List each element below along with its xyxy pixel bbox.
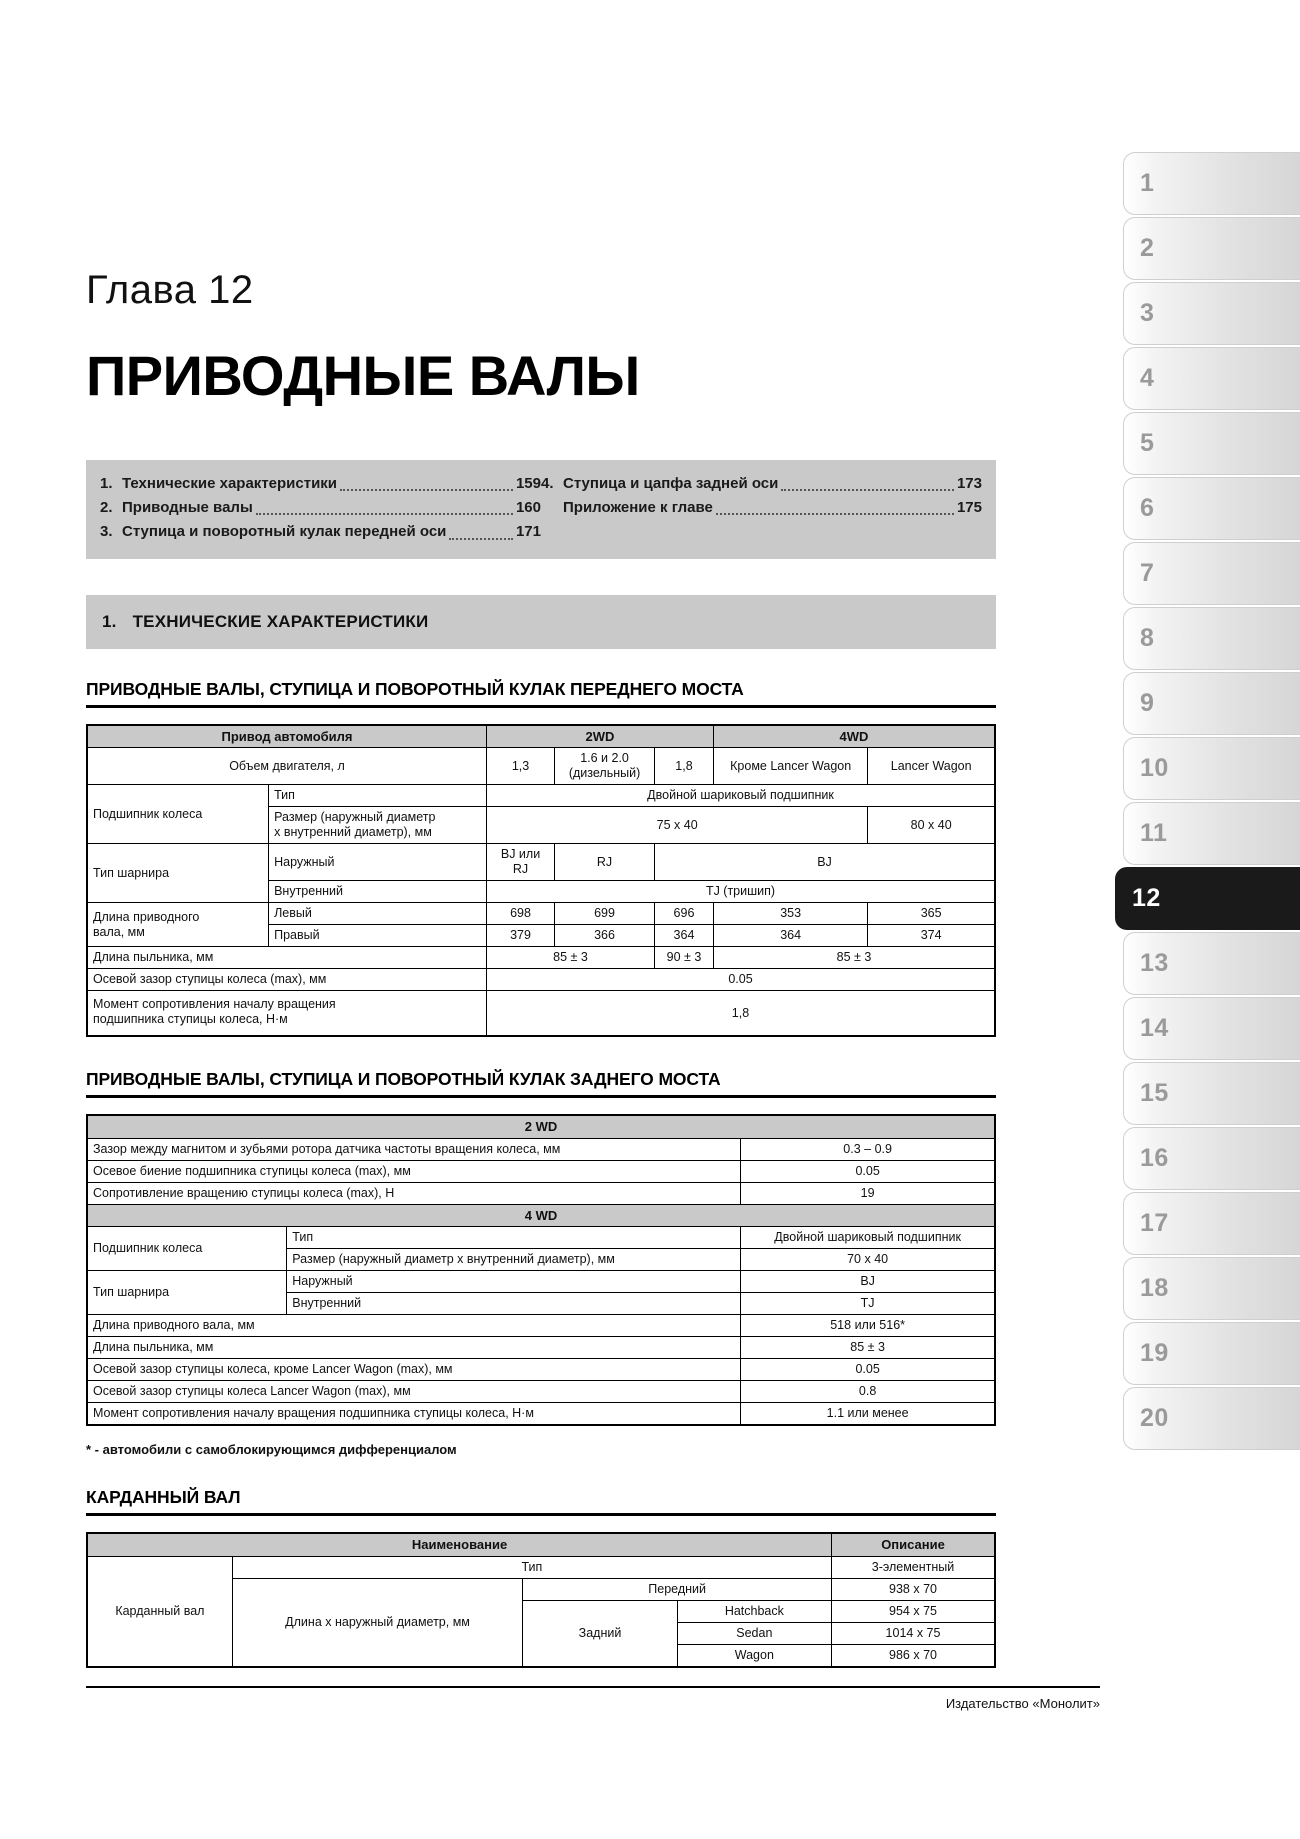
driveshaft-row-label: Карданный вал	[87, 1557, 232, 1668]
boot-length-v1: 85 ± 3	[487, 947, 655, 969]
driveshaft-col-name: Наименование	[87, 1533, 832, 1556]
boot-length-v3: 85 ± 3	[713, 947, 995, 969]
table-row	[87, 725, 995, 748]
table-row	[87, 1182, 995, 1204]
torque-value: 1,8	[487, 991, 996, 1037]
toc-number: 3.	[100, 523, 113, 541]
front-axle-heading: ПРИВОДНЫЕ ВАЛЫ, СТУПИЦА И ПОВОРОТНЫЙ КУЛАК ПЕРЕДНЕГО МОСТА	[86, 679, 996, 708]
toc-entry[interactable]	[100, 520, 541, 544]
chapter-tab-9[interactable]: 9	[1123, 672, 1300, 735]
table-row	[87, 991, 995, 1037]
shaft-left-0: 698	[487, 903, 555, 925]
joint-outer-v3: BJ	[654, 844, 995, 881]
toc-page-number: 173	[956, 474, 982, 492]
engine-v3: 1,8	[654, 748, 713, 785]
shaft-left-label: Левый	[269, 903, 487, 925]
toc-leader	[256, 513, 513, 515]
rear-4wd-label-3: Осевой зазор ступицы колеса Lancer Wagon (max), мм	[87, 1381, 741, 1403]
rear-2wd-label-1: Осевое биение подшипника ступицы колеса (max), мм	[87, 1160, 741, 1182]
driveshaft-length-label: Длина x наружный диаметр, мм	[232, 1579, 523, 1668]
col-drive: Привод автомобиля	[87, 725, 487, 748]
publisher-name: Издательство «Монолит»	[945, 1696, 1100, 1711]
table-row	[87, 844, 995, 881]
driveshaft-front-label: Передний	[523, 1579, 832, 1601]
driveshaft-rear-name-0: Hatchback	[677, 1601, 831, 1623]
toc-number: 1.	[100, 474, 113, 492]
shaft-length-label-line1: Длина приводного	[93, 909, 200, 924]
toc-label: Ступица и цапфа задней оси	[563, 474, 779, 492]
footer-divider	[86, 1686, 1100, 1688]
toc-page-number: 171	[515, 523, 541, 541]
toc-leader	[449, 538, 513, 540]
joint-outer-v2: RJ	[555, 844, 655, 881]
axial-play-value: 0.05	[487, 969, 996, 991]
rear-4wd-value-3: 0.8	[741, 1381, 995, 1403]
section-number: 1.	[102, 611, 117, 631]
shaft-right-1: 366	[555, 925, 655, 947]
driveshaft-heading: КАРДАННЫЙ ВАЛ	[86, 1487, 996, 1516]
table-row	[87, 969, 995, 991]
driveshaft-col-desc: Описание	[832, 1533, 995, 1556]
shaft-left-2: 696	[654, 903, 713, 925]
rear-joint-inner-label: Внутренний	[287, 1293, 741, 1315]
col-4wd: 4WD	[713, 725, 995, 748]
table-row	[87, 1381, 995, 1403]
rear-axle-table	[86, 1114, 996, 1426]
table-row	[87, 1271, 995, 1293]
chapter-tab-5[interactable]: 5	[1123, 412, 1300, 475]
torque-label-line2: подшипника ступицы колеса, Н·м	[93, 1012, 288, 1027]
toc-page-number: 175	[956, 499, 982, 517]
table-row	[87, 947, 995, 969]
shaft-right-label: Правый	[269, 925, 487, 947]
toc-label: Ступица и поворотный кулак передней оси	[122, 523, 447, 541]
engine-v4: Кроме Lancer Wagon	[713, 748, 867, 785]
toc-label: Приложение к главе	[563, 499, 713, 517]
rear-2wd-value-2: 19	[741, 1182, 995, 1204]
rear-axle-footnote: * - автомобили с самоблокирующимся дифференциалом	[86, 1442, 457, 1458]
shaft-left-3: 353	[713, 903, 867, 925]
toc-page-number: 159	[515, 474, 541, 492]
bearing-size-label	[269, 807, 487, 844]
toc-number: 2.	[100, 499, 113, 517]
rear-joint-label: Тип шарнира	[87, 1271, 287, 1315]
bearing-size-4wd: 80 x 40	[868, 807, 995, 844]
rear-4wd-value-2: 0.05	[741, 1359, 995, 1381]
rear-4wd-label-1: Длина пыльника, мм	[87, 1337, 741, 1359]
shaft-right-4: 374	[868, 925, 995, 947]
shaft-length-label-line2: вала, мм	[93, 924, 145, 939]
chapter-tab-20[interactable]: 20	[1123, 1387, 1300, 1450]
page-content	[86, 0, 996, 1668]
toc-column-left	[100, 472, 541, 545]
engine-v2-line1: 1.6 и 2.0	[580, 751, 629, 766]
driveshaft-table	[86, 1532, 996, 1668]
chapter-tab-8[interactable]: 8	[1123, 607, 1300, 670]
engine-v2	[555, 748, 655, 785]
driveshaft-type-value: 3-элементный	[832, 1557, 995, 1579]
chapter-tab-11[interactable]: 11	[1123, 802, 1300, 865]
rear-4wd-value-0: 518 или 516*	[741, 1315, 995, 1337]
band-2wd: 2 WD	[87, 1115, 995, 1138]
chapter-tab-15[interactable]: 15	[1123, 1062, 1300, 1125]
table-row	[87, 1227, 995, 1249]
toc-column-right	[541, 472, 982, 545]
table-row	[87, 903, 995, 925]
table-row	[87, 1204, 995, 1227]
toc-page-number: 160	[515, 499, 541, 517]
rear-bearing-type-label: Тип	[287, 1227, 741, 1249]
chapter-tab-12[interactable]: 12	[1115, 867, 1300, 930]
chapter-tab-6[interactable]: 6	[1123, 477, 1300, 540]
table-row	[87, 1557, 995, 1579]
shaft-left-4: 365	[868, 903, 995, 925]
rear-4wd-value-1: 85 ± 3	[741, 1337, 995, 1359]
chapter-tab-19[interactable]: 19	[1123, 1322, 1300, 1385]
engine-v1: 1,3	[487, 748, 555, 785]
toc-leader	[716, 513, 954, 515]
chapter-tab-4[interactable]: 4	[1123, 347, 1300, 410]
chapter-tab-13[interactable]: 13	[1123, 932, 1300, 995]
rear-bearing-type-value: Двойной шариковый подшипник	[741, 1227, 995, 1249]
rear-2wd-label-2: Сопротивление вращению ступицы колеса (max), Н	[87, 1182, 741, 1204]
chapter-tab-1[interactable]: 1	[1123, 152, 1300, 215]
rear-4wd-label-4: Момент сопротивления началу вращения подшипника ступицы колеса, Н·м	[87, 1403, 741, 1426]
shaft-length-label	[87, 903, 269, 947]
bearing-type-value: Двойной шариковый подшипник	[487, 785, 996, 807]
rear-axle-heading: ПРИВОДНЫЕ ВАЛЫ, СТУПИЦА И ПОВОРОТНЫЙ КУЛАК ЗАДНЕГО МОСТА	[86, 1069, 996, 1098]
bearing-type-label: Тип	[269, 785, 487, 807]
bearing-size-label-line1: Размер (наружный диаметр	[274, 810, 436, 825]
engine-v2-line2: (дизельный)	[568, 766, 641, 781]
rear-bearing-label: Подшипник колеса	[87, 1227, 287, 1271]
toc-label: Приводные валы	[122, 499, 253, 517]
rear-4wd-label-2: Осевой зазор ступицы колеса, кроме Lancer Wagon (max), мм	[87, 1359, 741, 1381]
shaft-left-1: 699	[555, 903, 655, 925]
chapter-label: Глава 12	[86, 268, 254, 312]
driveshaft-type-label: Тип	[232, 1557, 831, 1579]
driveshaft-rear-label: Задний	[523, 1601, 677, 1668]
chapter-tab-10[interactable]: 10	[1123, 737, 1300, 800]
bearing-size-2wd: 75 x 40	[487, 807, 868, 844]
table-row	[87, 1337, 995, 1359]
joint-outer-label: Наружный	[269, 844, 487, 881]
rear-2wd-value-0: 0.3 – 0.9	[741, 1138, 995, 1160]
col-2wd: 2WD	[487, 725, 714, 748]
page-title: ПРИВОДНЫЕ ВАЛЫ	[86, 344, 640, 407]
driveshaft-rear-value-1: 1014 x 75	[832, 1623, 995, 1645]
toc-leader	[781, 489, 954, 491]
table-row	[87, 748, 995, 785]
bearing-label: Подшипник колеса	[87, 785, 269, 844]
chapter-tab-2[interactable]: 2	[1123, 217, 1300, 280]
joint-label: Тип шарнира	[87, 844, 269, 903]
table-of-contents	[86, 460, 996, 559]
chapter-tab-17[interactable]: 17	[1123, 1192, 1300, 1255]
boot-length-label: Длина пыльника, мм	[87, 947, 487, 969]
shaft-right-3: 364	[713, 925, 867, 947]
section-title: ТЕХНИЧЕСКИЕ ХАРАКТЕРИСТИКИ	[132, 611, 429, 631]
chapter-tab-16[interactable]: 16	[1123, 1127, 1300, 1190]
band-4wd: 4 WD	[87, 1204, 995, 1227]
table-row	[87, 1160, 995, 1182]
toc-entry[interactable]	[100, 496, 541, 520]
table-row	[87, 1315, 995, 1337]
toc-entry[interactable]	[541, 472, 982, 496]
torque-label	[87, 991, 487, 1037]
toc-number: 4.	[541, 474, 554, 492]
table-row	[87, 1138, 995, 1160]
rear-4wd-label-0: Длина приводного вала, мм	[87, 1315, 741, 1337]
toc-label: Технические характеристики	[122, 474, 338, 492]
rear-2wd-value-1: 0.05	[741, 1160, 995, 1182]
section-header	[86, 595, 996, 649]
table-row	[87, 1533, 995, 1556]
page-footer	[86, 1686, 1100, 1711]
front-axle-table	[86, 724, 996, 1038]
bearing-size-label-line2: x внутренний диаметр), мм	[274, 825, 432, 840]
toc-leader	[340, 489, 513, 491]
joint-inner-value: TJ (тришип)	[487, 881, 996, 903]
table-row	[87, 1359, 995, 1381]
rear-4wd-value-4: 1.1 или менее	[741, 1403, 995, 1426]
table-row	[87, 785, 995, 807]
table-row	[87, 1403, 995, 1426]
driveshaft-rear-value-2: 986 x 70	[832, 1645, 995, 1668]
chapter-tab-18[interactable]: 18	[1123, 1257, 1300, 1320]
torque-label-line1: Момент сопротивления началу вращения	[93, 997, 336, 1012]
rear-joint-outer-label: Наружный	[287, 1271, 741, 1293]
rear-bearing-size-value: 70 x 40	[741, 1249, 995, 1271]
rear-joint-inner-value: TJ	[741, 1293, 995, 1315]
joint-inner-label: Внутренний	[269, 881, 487, 903]
driveshaft-rear-name-2: Wagon	[677, 1645, 831, 1668]
toc-entry[interactable]	[541, 496, 982, 520]
chapter-tab-7[interactable]: 7	[1123, 542, 1300, 605]
driveshaft-rear-value-0: 954 x 75	[832, 1601, 995, 1623]
rear-joint-outer-value: BJ	[741, 1271, 995, 1293]
engine-volume-label: Объем двигателя, л	[87, 748, 487, 785]
driveshaft-rear-name-1: Sedan	[677, 1623, 831, 1645]
boot-length-v2: 90 ± 3	[654, 947, 713, 969]
rear-2wd-label-0: Зазор между магнитом и зубьями ротора датчика частоты вращения колеса, мм	[87, 1138, 741, 1160]
engine-v5: Lancer Wagon	[868, 748, 995, 785]
chapter-tab-14[interactable]: 14	[1123, 997, 1300, 1060]
chapter-tab-rail	[1105, 152, 1300, 1450]
joint-outer-v1: BJ или RJ	[487, 844, 555, 881]
table-row	[87, 1115, 995, 1138]
rear-bearing-size-label: Размер (наружный диаметр x внутренний диаметр), мм	[287, 1249, 741, 1271]
toc-entry[interactable]	[100, 472, 541, 496]
shaft-right-0: 379	[487, 925, 555, 947]
axial-play-label: Осевой зазор ступицы колеса (max), мм	[87, 969, 487, 991]
chapter-tab-3[interactable]: 3	[1123, 282, 1300, 345]
driveshaft-front-value: 938 x 70	[832, 1579, 995, 1601]
shaft-right-2: 364	[654, 925, 713, 947]
